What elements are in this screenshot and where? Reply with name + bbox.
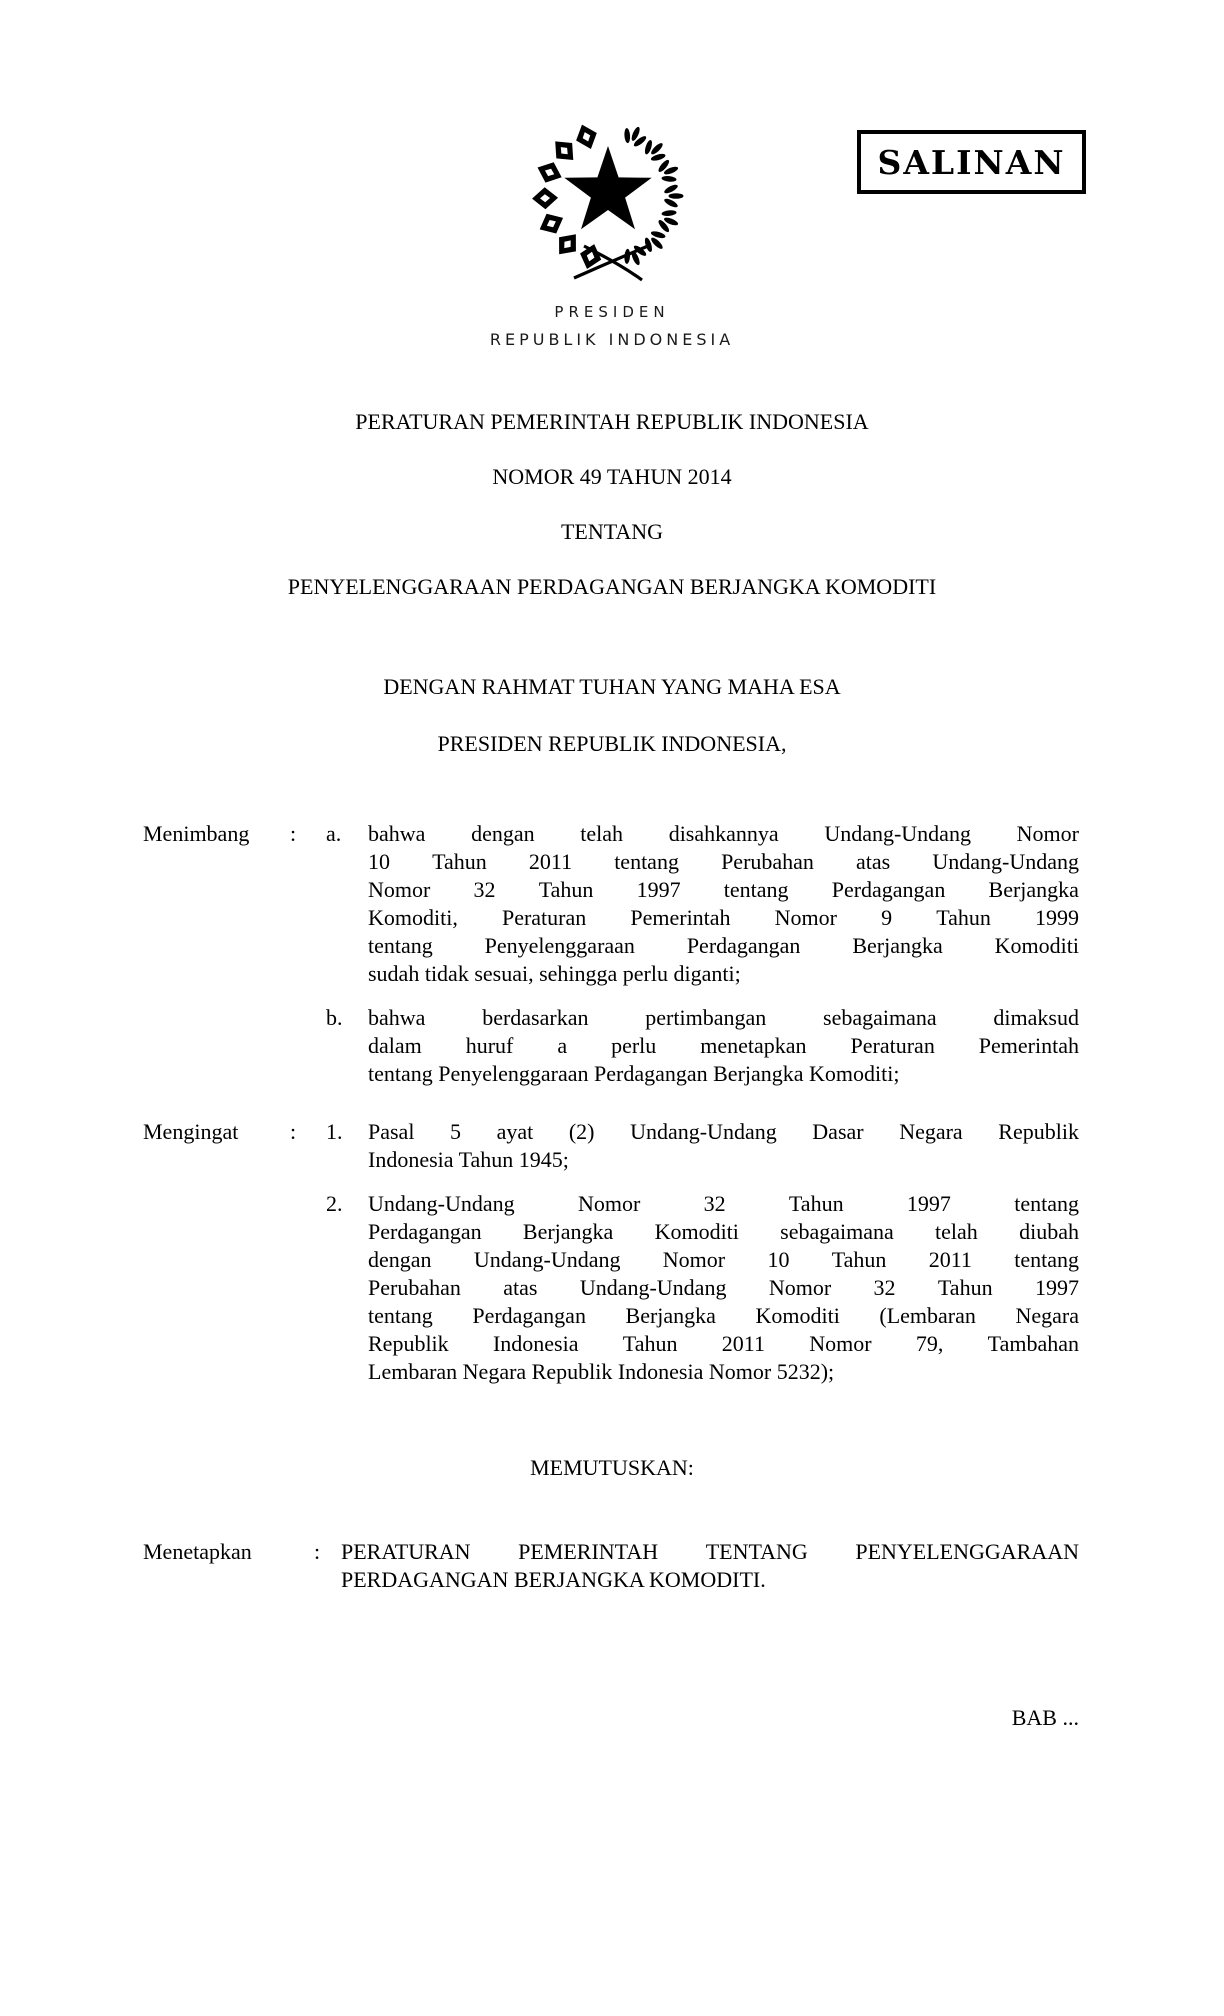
recalling-label: Mengingat [143, 1119, 239, 1144]
star-icon [564, 146, 651, 229]
item-text: Pasal 5 ayat (2) Undang-Undang Dasar Negara Republik Indonesia Tahun 1945; [368, 1119, 1079, 1172]
recalling-section [143, 1118, 1079, 1386]
recalling-item-1 [326, 1118, 1079, 1174]
considering-section [143, 820, 1079, 1088]
enacting-section [143, 1538, 1079, 1594]
item-text: bahwa dengan telah disahkannya Undang-Undang Nomor 10 Tahun 2011 tentang Perubahan atas Undang-Undang Nomor 32 Tahun 1997 tentang Perdagangan Berjangka Komoditi, Peraturan Pemerintah Nomor 9 Tahun 1999 tentang Penyelenggaraan Perdagangan Berjangka Komoditi sudah tidak sesuai, sehingga perlu diganti; [368, 821, 1079, 986]
item-text: bahwa berdasarkan pertimbangan sebagaimana dimaksud dalam huruf a perlu menetapkan Peraturan Pemerintah tentang Penyelenggaraan Perdagangan Berjangka Komoditi; [368, 1005, 1079, 1086]
item-text: Undang-Undang Nomor 32 Tahun 1997 tentang Perdagangan Berjangka Komoditi sebagaimana telah diubah dengan Undang-Undang Nomor 10 Tahun 2011 tentang Perubahan atas Undang-Undang Nomor 32 Tahun 1997 tentang Perdagangan Berjangka Komoditi (Lembaran Negara Republik Indonesia Tahun 2011 Nomor 79, Tambahan Lembaran Negara Republik Indonesia Nomor 5232); [368, 1191, 1079, 1384]
title-line-subject: PENYELENGGARAAN PERDAGANGAN BERJANGKA KOMODITI [287, 574, 937, 599]
invocation-line: DENGAN RAHMAT TUHAN YANG MAHA ESA [383, 674, 841, 699]
deciding-heading: MEMUTUSKAN: [530, 1455, 694, 1480]
item-marker: 1. [326, 1119, 343, 1144]
item-marker: b. [326, 1005, 343, 1030]
letterhead-line-presiden: PRESIDEN [554, 303, 670, 321]
title-line-regulation: PERATURAN PEMERINTAH REPUBLIK INDONESIA [355, 409, 869, 434]
considering-label: Menimbang [143, 821, 250, 846]
enacting-text: PERATURAN PEMERINTAH TENTANG PENYELENGGARAAN PERDAGANGAN BERJANGKA KOMODITI. [341, 1539, 1079, 1592]
considering-item-a [326, 820, 1079, 988]
issuer-line: PRESIDEN REPUBLIK INDONESIA, [437, 731, 787, 756]
letterhead-line-republik-indonesia: REPUBLIK INDONESIA [489, 330, 735, 349]
considering-colon: : [290, 821, 297, 846]
recalling-item-2 [326, 1190, 1079, 1386]
considering-item-b [326, 1004, 1079, 1088]
regulation-title [0, 410, 1224, 630]
enacting-label: Menetapkan [143, 1539, 252, 1564]
item-marker: a. [326, 821, 342, 846]
catchword: BAB ... [1011, 1705, 1079, 1730]
salinan-stamp: SALINAN [857, 130, 1086, 194]
item-marker: 2. [326, 1191, 343, 1216]
recalling-colon: : [290, 1119, 297, 1144]
title-line-tentang: TENTANG [560, 519, 664, 544]
title-line-number: NOMOR 49 TAHUN 2014 [492, 464, 732, 489]
enacting-colon: : [314, 1539, 321, 1564]
presidential-emblem-icon [528, 116, 688, 292]
preamble [0, 675, 1224, 789]
